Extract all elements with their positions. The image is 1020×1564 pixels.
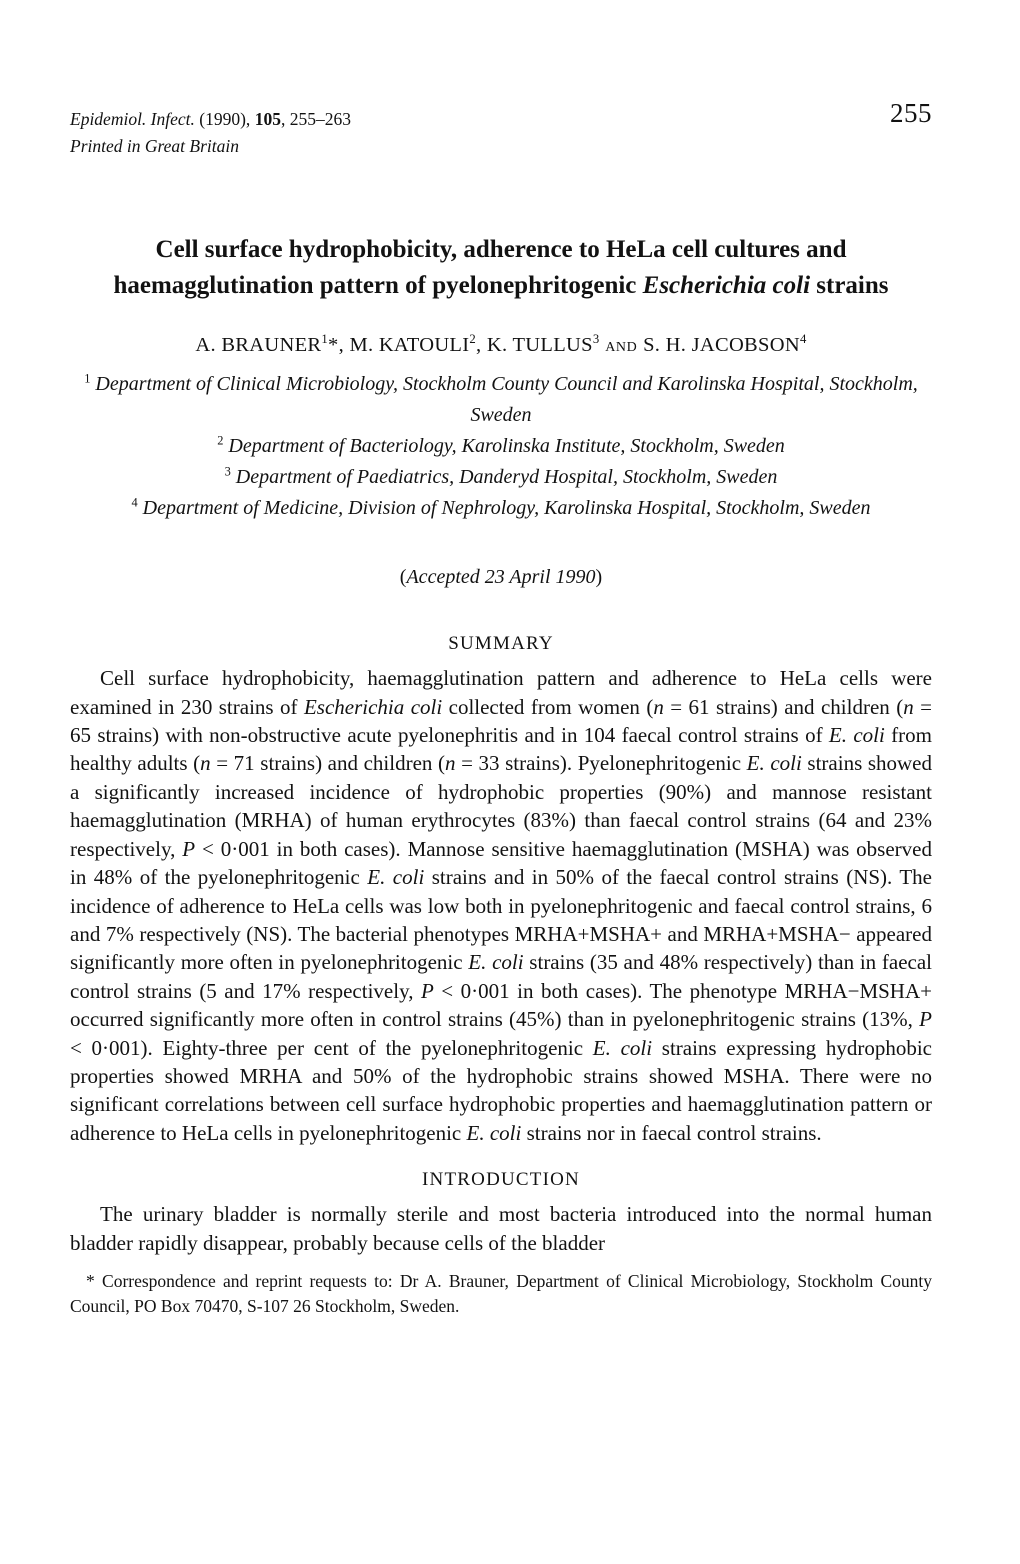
authors-line: A. BRAUNER$^1$*, M. KATOULI$^2$, K. TULLUS$^3$ and S. H. JACOBSON$^4$: [195, 332, 807, 357]
affiliation-3: $^3$ Department of Paediatrics, Danderyd Hospital, Stockholm, Sweden: [224, 464, 778, 489]
summary-paragraph: Cell surface hydrophobicity, haemagglutination pattern and adherence to HeLa cells were examined in 230 strains of Escherichia coli collected from women (n = 61 strains) and children (n = 65 strains) with non-obstructive acute pyelonephritis and in 104 faecal control strains of E. coli from healthy adults (n = 71 strains) and children (n = 33 strains). Pyelonephritogenic E. coli strains showed a significantly increased incidence of hydrophobic properties (90%) and mannose resistant haemagglutination (MRHA) of human erythrocytes (83%) than faecal control strains (64 and 23% respectively, P < 0·001 in both cases). Mannose sensitive haemagglutination (MSHA) was observed in 48% of the pyelonephritogenic E. coli strains and in 50% of the faecal control strains (NS). The incidence of adherence to HeLa cells was low both in pyelonephritogenic and faecal control strains, 6 and 7% respectively (NS). The bacterial phenotypes MRHA+MSHA+ and MRHA+MSHA− appeared significantly more often in pyelonephritogenic E. coli strains (35 and 48% respectively) than in faecal control strains (5 and 17% respectively, P < 0·001 in both cases). The phenotype MRHA−MSHA+ occurred significantly more often in control strains (45%) than in pyelonephritogenic strains (13%, P < 0·001). Eighty-three per cent of the pyelonephritogenic E. coli strains expressing hydrophobic properties showed MRHA and 50% of the hydrophobic strains showed MSHA. There were no significant correlations between cell surface hydrophobic properties and haemagglutination pattern or adherence to HeLa cells in pyelonephritogenic E. coli strains nor in faecal control strains.: [70, 666, 932, 1145]
printed-in-note: Printed in Great Britain: [70, 136, 239, 157]
introduction-heading: INTRODUCTION: [422, 1169, 580, 1191]
affiliation-1: $^1$ Department of Clinical Microbiology, Stockholm County Council and Karolinska Hospital, Stockholm, Sweden: [84, 371, 918, 427]
journal-info: [70, 106, 932, 160]
article-title: Cell surface hydrophobicity, adherence to HeLa cell cultures and haemagglutination pattern of pyelonephritogenic Escherichia coli strains: [113, 236, 889, 300]
page-number: 255: [890, 98, 932, 128]
introduction-paragraph: The urinary bladder is normally sterile and most bacteria introduced into the normal human bladder rapidly disappear, probably because cells of the bladder: [70, 1202, 932, 1255]
journal-reference: Epidemiol. Infect. (1990), 105, 255–263: [70, 109, 351, 129]
affiliations-block: [70, 369, 932, 524]
affiliation-4: $^4$ Department of Medicine, Division of Nephrology, Karolinska Hospital, Stockholm, Sweden: [131, 495, 871, 520]
affiliation-2: $^2$ Department of Bacteriology, Karolinska Institute, Stockholm, Sweden: [217, 433, 785, 458]
accepted-date: (Accepted 23 April 1990): [399, 566, 603, 589]
page-header: [70, 0, 932, 160]
summary-heading: SUMMARY: [448, 633, 554, 655]
correspondence-footnote: * Correspondence and reprint requests to: Dr A. Brauner, Department of Clinical Microbiology, Stockholm County Council, PO Box 70470, S-107 26 Stockholm, Sweden.: [70, 1270, 932, 1317]
